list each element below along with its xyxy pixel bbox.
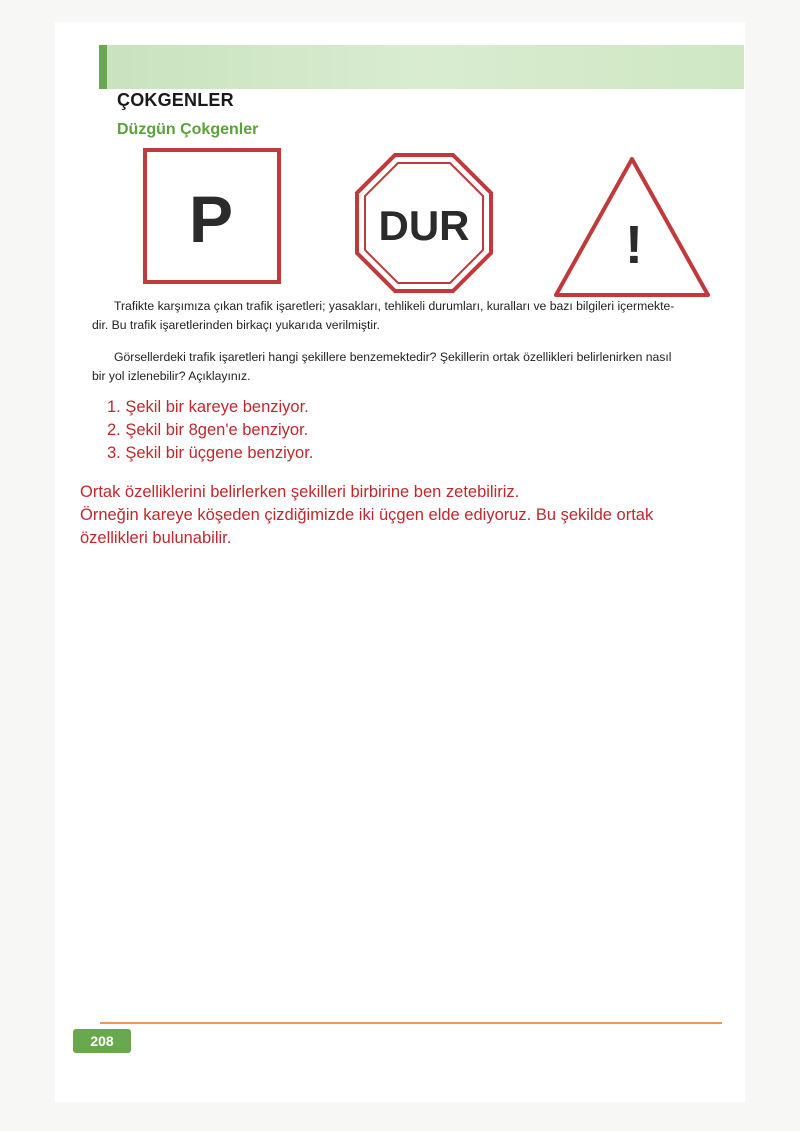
answer-item: 2. Şekil bir 8gen'e benziyor. <box>107 421 309 439</box>
answer-list <box>107 396 313 465</box>
stop-sign-text: DUR <box>378 202 470 249</box>
warning-sign-mark: ! <box>625 215 643 275</box>
question-line-1: Görsellerdeki trafik işaretleri hangi şekillere benzemektedir? Şekillerin ortak özellikleri belirlenirken nasıl <box>114 350 672 364</box>
sub-title: Düzgün Çokgenler <box>117 121 259 138</box>
parking-sign-image <box>143 148 283 288</box>
question-line-2: bir yol izlenebilir? Açıklayınız. <box>92 369 251 383</box>
stop-sign-image <box>353 153 495 295</box>
header-bar <box>99 45 744 89</box>
answer-note <box>80 481 740 550</box>
note-line-1: Ortak özelliklerini belirlerken şekilleri birbirine ben zetebiliriz. <box>80 483 520 501</box>
answer-item: 1. Şekil bir kareye benziyor. <box>107 398 309 416</box>
note-line-2: Örneğin kareye köşeden çizdiğimizde iki üçgen elde ediyoruz. Bu şekilde ortak <box>80 506 654 524</box>
intro-line-2: dir. Bu trafik işaretlerinden birkaçı yukarıda verilmiştir. <box>92 318 380 332</box>
intro-line-1: Trafikte karşımıza çıkan trafik işaretleri; yasakları, tehlikeli durumları, kuralları ve bazı bilgileri içermekte- <box>114 299 675 313</box>
warning-sign-image <box>552 153 712 301</box>
answer-item: 3. Şekil bir üçgene benziyor. <box>107 444 314 462</box>
page-number: 208 <box>73 1029 131 1053</box>
question-paragraph <box>92 348 742 386</box>
note-line-3: özellikleri bulunabilir. <box>80 529 232 547</box>
intro-paragraph <box>92 297 742 335</box>
footer-divider <box>100 1022 722 1024</box>
parking-sign-letter: P <box>188 182 234 256</box>
section-title: ÇOKGENLER <box>117 90 234 110</box>
